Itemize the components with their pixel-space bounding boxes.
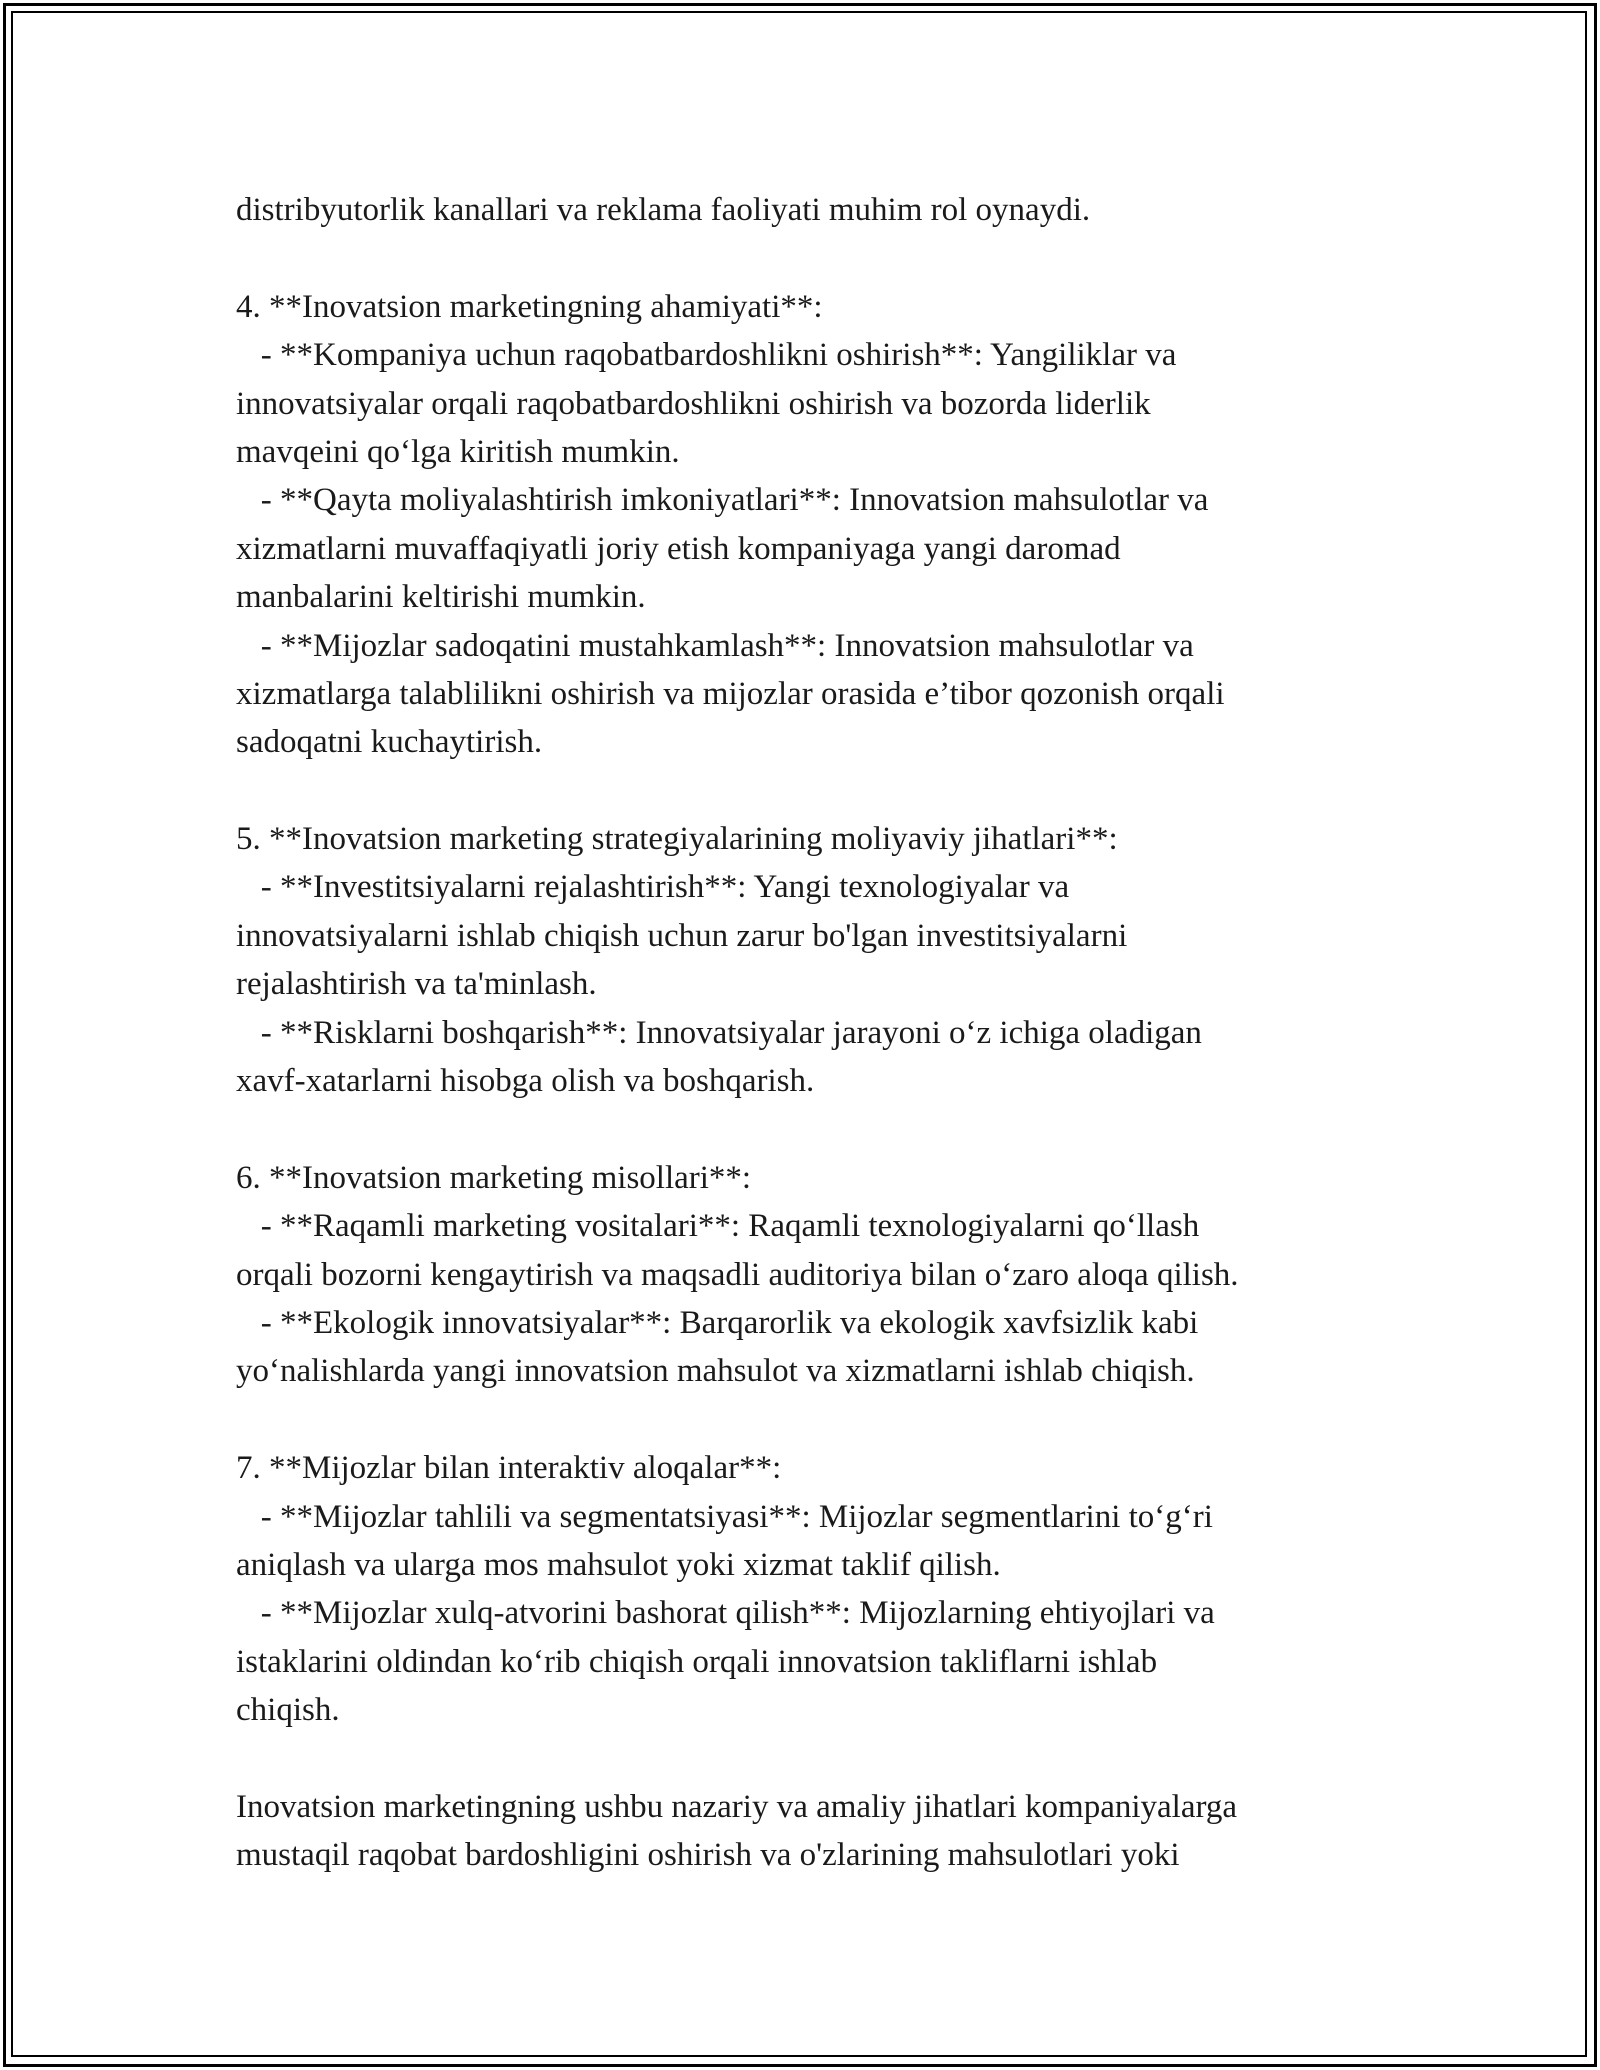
text-line: innovatsiyalar orqali raqobatbardoshlikni oshirish va bozorda liderlik xyxy=(236,385,1151,422)
text-line: distribyutorlik kanallari va reklama faoliyati muhim rol oynaydi. xyxy=(236,192,1091,228)
text-line: - **Mijozlar xulq-atvorini bashorat qilish**: Mijozlarning ehtiyojlari va xyxy=(236,1595,1215,1632)
text-line: mustaqil raqobat bardoshligini oshirish va o'zlarining mahsulotlari yoki xyxy=(236,1837,1180,1874)
text-line: xavf-xatarlarni hisobga olish va boshqarish. xyxy=(236,1063,815,1100)
text-line: 6. **Inovatsion marketing misollari**: xyxy=(236,1159,752,1196)
text-line: Inovatsion marketingning ushbu nazariy va amaliy jihatlari kompaniyalarga xyxy=(236,1788,1238,1825)
text-line: orqali bozorni kengaytirish va maqsadli auditoriya bilan o‘zaro aloqa qilish. xyxy=(236,1256,1239,1293)
text-line: - **Kompaniya uchun raqobatbardoshlikni oshirish**: Yangiliklar va xyxy=(236,337,1177,374)
text-line: 7. **Mijozlar bilan interaktiv aloqalar**: xyxy=(236,1450,782,1487)
text-line: - **Risklarni boshqarish**: Innovatsiyalar jarayoni o‘z ichiga oladigan xyxy=(236,1014,1202,1051)
paragraph-spacer xyxy=(236,234,1436,282)
text-line: - **Investitsiyalarni rejalashtirish**: Yangi texnologiyalar va xyxy=(236,869,1070,906)
text-line: istaklarini oldindan ko‘rib chiqish orqali innovatsion takliflarni ishlab xyxy=(236,1643,1158,1680)
text-line: sadoqatni kuchaytirish. xyxy=(236,724,543,761)
paragraph-spacer xyxy=(236,1735,1436,1783)
document-body xyxy=(236,186,1436,1880)
text-line: - **Ekologik innovatsiyalar**: Barqarorlik va ekologik xavfsizlik kabi xyxy=(236,1304,1199,1341)
text-line: - **Mijozlar tahlili va segmentatsiyasi**: Mijozlar segmentlarini to‘g‘ri xyxy=(236,1498,1213,1535)
text-line: - **Mijozlar sadoqatini mustahkamlash**: Innovatsion mahsulotlar va xyxy=(236,627,1194,664)
text-line: xizmatlarga talablilikni oshirish va mijozlar orasida e’tibor qozonish orqali xyxy=(236,675,1225,712)
text-line: yo‘nalishlarda yangi innovatsion mahsulot va xizmatlarni ishlab chiqish. xyxy=(236,1353,1195,1390)
text-line: 5. **Inovatsion marketing strategiyalarining moliyaviy jihatlari**: xyxy=(236,821,1118,858)
paragraph-spacer xyxy=(236,1396,1436,1444)
text-line: - **Qayta moliyalashtirish imkoniyatlari**: Innovatsion mahsulotlar va xyxy=(236,482,1209,519)
text-line: - **Raqamli marketing vositalari**: Raqamli texnologiyalarni qo‘llash xyxy=(236,1208,1200,1245)
text-line: 4. **Inovatsion marketingning ahamiyati**: xyxy=(236,288,823,325)
text-line: rejalashtirish va ta'minlash. xyxy=(236,966,597,1003)
text-line: chiqish. xyxy=(236,1692,340,1729)
text-line: aniqlash va ularga mos mahsulot yoki xizmat taklif qilish. xyxy=(236,1546,1001,1583)
text-line: innovatsiyalarni ishlab chiqish uchun zarur bo'lgan investitsiyalarni xyxy=(236,917,1128,954)
text-line: xizmatlarni muvaffaqiyatli joriy etish kompaniyaga yangi daromad xyxy=(236,530,1121,567)
text-line: mavqeini qo‘lga kiritish mumkin. xyxy=(236,433,680,470)
text-line: manbalarini keltirishi mumkin. xyxy=(236,579,646,616)
paragraph-spacer xyxy=(236,1105,1436,1153)
paragraph-spacer xyxy=(236,767,1436,815)
